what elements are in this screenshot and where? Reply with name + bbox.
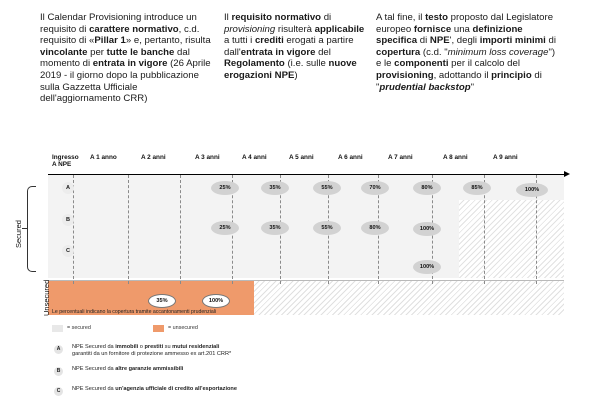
coverage-note: Le percentuali indicano la copertura tramite accantonamenti prudenziali: [52, 309, 217, 315]
text-segment: , adottando il: [433, 69, 492, 81]
coverage-pill: 100%: [413, 222, 441, 236]
timeline-label: A 3 anni: [195, 154, 220, 161]
text-segment: (i.e. sulle: [284, 58, 329, 70]
text-segment: A tal fine, il: [376, 12, 426, 23]
text-segment: ): [294, 69, 298, 81]
text-segment: immobili: [115, 344, 139, 350]
legend-label-secured: = secured: [67, 325, 91, 331]
text-segment: entrata in vigore: [92, 58, 168, 70]
text-segment: importi minimi: [479, 35, 546, 47]
text-segment: di: [545, 35, 556, 47]
intro-paragraph-1: [40, 12, 220, 105]
text-segment: crediti: [254, 35, 284, 47]
text-segment: una: [451, 23, 473, 35]
text-segment: [379, 82, 470, 93]
coverage-pill: 55%: [313, 221, 341, 235]
text-segment: su: [163, 344, 173, 350]
text-segment: testo: [425, 12, 448, 23]
secured-bracket: [27, 186, 36, 272]
footnote-text: [72, 366, 183, 373]
text-segment: fornisce: [413, 23, 452, 35]
text-segment: componenti: [394, 58, 449, 70]
text-segment: erogati a partire dall': [224, 35, 354, 58]
text-segment: di ": [376, 69, 542, 93]
text-segment: entrata in vigore: [240, 46, 316, 58]
footnote-text: [72, 386, 237, 393]
text-segment: prudential backstop: [379, 81, 471, 93]
text-segment: (26 Aprile 2019 - il giorno dopo la pubblicazione sulla Gazzetta Ufficiale dell'aggiornamento CRR): [40, 58, 211, 105]
text-segment: copertura: [376, 46, 421, 58]
text-segment: o: [138, 344, 145, 350]
text-segment: NPE Secured da: [72, 386, 116, 392]
coverage-pill: 80%: [361, 221, 389, 235]
timeline-label: Ingresso A NPE: [52, 154, 79, 168]
text-segment: , c.d. requisito di «: [40, 23, 200, 47]
footnote-letter: B: [54, 367, 63, 376]
text-segment: definizione specifica: [376, 23, 523, 47]
secured-group-label: Secured: [14, 220, 23, 248]
year-gridline: [73, 175, 74, 284]
text-segment: a tutti i: [224, 35, 255, 47]
text-segment: (c.d. ": [420, 46, 448, 58]
coverage-pill: 100%: [413, 260, 441, 274]
timeline-label: A 5 anni: [289, 154, 314, 161]
text-segment: tutte le banche: [106, 46, 175, 58]
text-segment: Il Calendar Provisioning introduce un requisito di: [40, 12, 197, 35]
footnote-letter: C: [54, 387, 63, 396]
coverage-pill-unsecured: 35%: [148, 294, 176, 308]
timeline-label: A 4 anni: [242, 154, 267, 161]
timeline-arrow-icon: [564, 171, 570, 177]
coverage-pill: 80%: [413, 181, 441, 195]
text-segment: dal momento di: [40, 46, 190, 70]
text-segment: un'agenzia ufficiale di credito all'esportazione: [115, 386, 237, 392]
timeline-label: A 9 anni: [493, 154, 518, 161]
text-segment: provisioning: [224, 23, 276, 35]
unsecured-group-label: Unsecured: [42, 279, 51, 316]
text-segment: applicabile: [314, 23, 365, 35]
footnote-line2: garantiti da un fornitore di protezione ammesso ex art.201 CRR*: [72, 351, 232, 358]
text-segment: altre garanzie ammissibili: [115, 366, 184, 372]
coverage-pill: 25%: [211, 181, 239, 195]
year-gridline: [180, 175, 181, 284]
secured-hatched-area: [459, 200, 564, 278]
text-segment: provisioning: [376, 69, 434, 81]
text-segment: per: [87, 46, 107, 58]
row-letter: A: [62, 182, 74, 194]
text-segment: nuove erogazioni NPE: [224, 58, 357, 81]
text-segment: risulterà: [275, 23, 315, 35]
text-segment: mutui residenziali: [172, 344, 220, 350]
timeline-label: A 1 anno: [90, 154, 117, 161]
text-segment: Pillar 1: [94, 35, 126, 47]
intro-paragraph-3: [376, 12, 562, 93]
footnote-letter: A: [54, 345, 63, 354]
text-segment: principio: [491, 69, 532, 81]
legend-swatch-secured: [52, 325, 63, 332]
text-segment: ") e le: [376, 46, 556, 70]
coverage-pill: 55%: [313, 181, 341, 195]
text-segment: per il calcolo del: [448, 58, 520, 70]
coverage-pill: 100%: [516, 183, 548, 197]
text-segment: di: [417, 35, 430, 47]
text-segment: Regolamento: [224, 58, 285, 70]
text-segment: NPE: [429, 35, 450, 47]
text-segment: NPE Secured da: [72, 344, 116, 350]
intro-paragraph-2: [224, 12, 372, 82]
row-letter: C: [62, 245, 74, 257]
legend-swatch-unsecured: [153, 325, 164, 332]
text-segment: » e, pertanto, risulta: [125, 35, 211, 47]
text-segment: ', degli: [449, 35, 480, 47]
coverage-pill: 70%: [361, 181, 389, 195]
coverage-pill: 25%: [211, 221, 239, 235]
text-segment: di: [321, 12, 332, 23]
text-segment: ": [470, 81, 474, 93]
coverage-pill-unsecured: 100%: [202, 294, 230, 308]
text-segment: prestiti: [144, 344, 164, 350]
text-segment: requisito normativo: [231, 12, 322, 23]
timeline-label: A 8 anni: [443, 154, 468, 161]
text-segment: proposto dal Legislatore europeo: [376, 12, 554, 35]
text-segment: carattere normativo: [89, 23, 179, 35]
legend-label-unsecured: = unsecured: [168, 325, 198, 331]
text-segment: del: [315, 46, 331, 58]
text-segment: Il: [224, 12, 232, 23]
coverage-pill: 35%: [261, 181, 289, 195]
text-segment: vincolante: [40, 46, 88, 58]
timeline-axis: [48, 174, 566, 175]
group-separator: [48, 280, 564, 281]
timeline-label: A 6 anni: [338, 154, 363, 161]
text-segment: NPE Secured da: [72, 366, 116, 372]
unsecured-hatched-area: [254, 281, 564, 315]
year-gridline: [128, 175, 129, 284]
timeline-label: A 2 anni: [141, 154, 166, 161]
text-segment: minimum loss coverage: [447, 46, 549, 58]
coverage-pill: 35%: [261, 221, 289, 235]
coverage-pill: 85%: [463, 181, 491, 195]
footnote-text: [72, 344, 231, 359]
timeline-label: A 7 anni: [388, 154, 413, 161]
row-letter: B: [62, 214, 74, 226]
